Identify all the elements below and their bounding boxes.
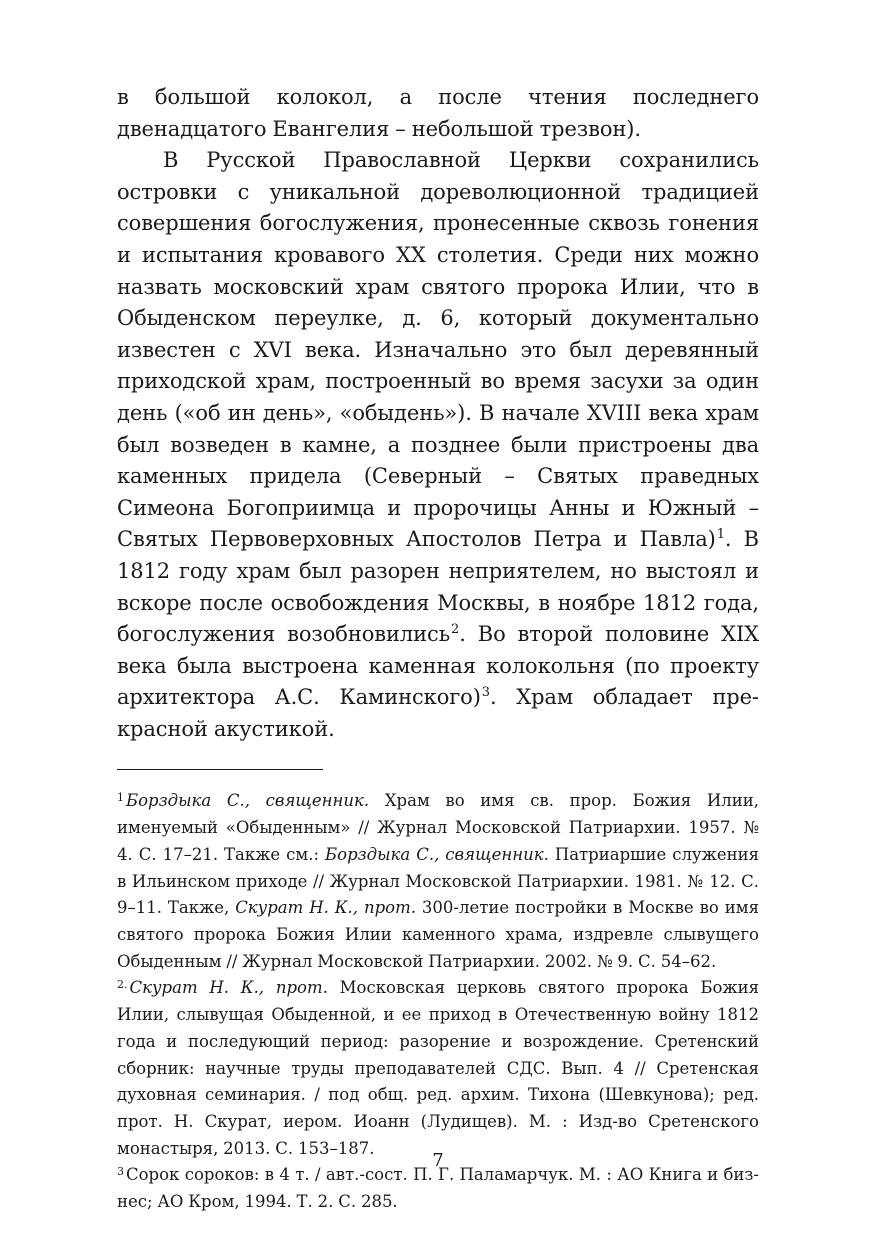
footnote-1-text-b: Патриаршие служения в Ильинском приходе // Журнал Московской Патриархии. 1981. № 12. С. 9–11. Также, <box>117 844 759 918</box>
footnote-ref-3: 3 <box>481 685 490 701</box>
page-content <box>117 82 759 1216</box>
footnote-divider <box>117 769 323 770</box>
footnote-ref-1: 1 <box>716 527 725 543</box>
footnote-1-author-c: Скурат Н. К., прот. <box>235 898 416 918</box>
paragraph-2-part-d: . Храм обладает прекрасной акустикой. <box>117 685 760 741</box>
paragraph-2-part-b: . В 1812 году храм был разорен неприятелем, но выстоял и вскоре после освобождения Москвы, в ноябре 1812 года, богослужения возобновились <box>117 527 759 647</box>
footnote-1-text-c: 300-летие постройки в Москве во имя святого пророка Божия Илии каменного храма, издревле слывущего Обыденным // Журнал Московской Патриархии. 2002. № 9. С. 54–62. <box>117 898 759 971</box>
footnote-2-text: Московская церковь святого пророка Божия Илии, слывущая Обыденной, и ее приход в Отечественную войну 1812 года и последующий период: разорение и возрождение. Сретенский сборник: научные труды преподавателей СДС. Вып. 4 // Сретенская духовная семинария. / под общ. ред. архим. Тихона (Шевкунова); ред. прот. Н. Скурат, иером. Иоанн (Лудищев). М. : Изд-во Сретенского монастыря, 2013. С. 153–187. <box>117 978 759 1158</box>
main-text <box>117 82 759 745</box>
footnote-1-number: 1 <box>117 791 124 805</box>
footnote-1-author-a: Борздыка С., священник. <box>126 791 370 811</box>
footnote-2-number: 2. <box>117 978 128 992</box>
footnote-1-author-b: Борздыка С., священник. <box>325 844 549 864</box>
footnote-1 <box>117 788 759 975</box>
footnote-1-text-a: Храм во имя св. прор. Божия Илии, именуемый «Обыденным» // Журнал Московской Патриархии. 1957. № 4. С. 17–21. Также см.: <box>117 791 759 864</box>
footnote-2-author: Скурат Н. К., прот. <box>129 978 328 998</box>
paragraph-2-part-c: . Во второй половине XIX века была выстроена каменная колокольня (по проекту архитектора А.С. Каминского) <box>117 622 759 710</box>
paragraph-2-part-a: В Русской Православной Церкви сохранились островки с уникальной дореволюционной традицией совершения богослужения, пронесенные сквозь гонения и испытания кровавого XX столетия. Среди них можно назвать московский храм святого пророка Илии, что в Обыденском переулке, д. 6, который документально известен с XVI века. Изначально это был деревянный приходской храм, построенный во время засухи за один день («об ин день», «обыдень»). В начале XVIII века храм был возведен в камне, а позднее были пристроены два каменных придела (Северный – Святых праведных Симеона Богоприимца и пророчицы Анны и Южный – Святых Первоверховных Апостолов Петра и Павла) <box>117 148 759 552</box>
paragraph-1: в большой колокол, а после чтения последнего двенадцатого Евангелия – небольшой трезвон). <box>117 85 759 141</box>
footnote-ref-2: 2 <box>451 622 460 638</box>
page-number: 7 <box>432 1150 444 1171</box>
footnote-2 <box>117 975 759 1162</box>
paragraph-2 <box>117 145 759 745</box>
footnote-3-number: 3 <box>117 1165 124 1179</box>
footnote-3-text: Сорок сороков: в 4 т. / авт.-сост. П. Г. Паламарчук. М. : АО Книга и бизнес; АО Кром, 1994. Т. 2. С. 285. <box>117 1165 759 1212</box>
